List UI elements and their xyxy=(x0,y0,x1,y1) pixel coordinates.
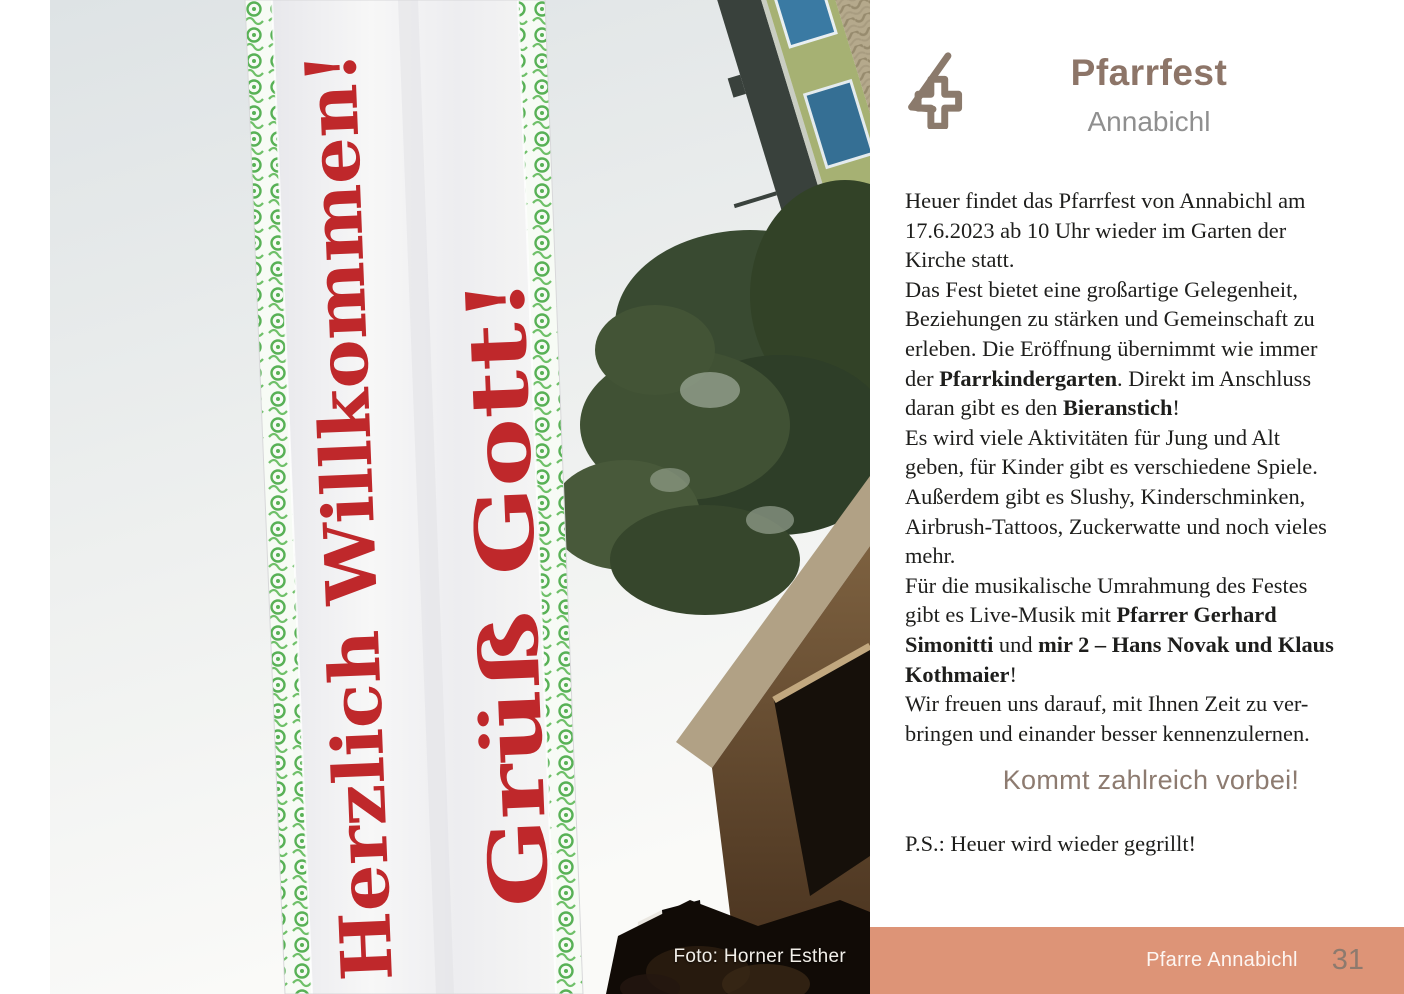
photo-credit: Foto: Horner Esther xyxy=(673,946,846,967)
article-text-line: Außerdem gibt es Slushy, Kinderschminken, xyxy=(905,483,1306,509)
article-text-line: der Pfarrkindergarten. Direkt im Anschluss xyxy=(905,365,1312,391)
article-body xyxy=(905,186,1397,857)
footer-bar xyxy=(870,927,1404,994)
article-text-line: Wir freuen uns darauf, mit Ihnen Zeit zu ver- xyxy=(905,691,1309,717)
page-number: 31 xyxy=(1331,944,1364,976)
article-subtitle: Annabichl xyxy=(1087,106,1211,137)
callout-text: Kommt zahlreich vorbei! xyxy=(1002,765,1300,796)
article-text-line: Heuer findet das Pfarrfest von Annabichl am xyxy=(905,188,1306,213)
article-text-line: gibt es Live-Musik mit Pfarrer Gerhard xyxy=(905,602,1277,628)
article-text-line: Für die musikalische Umrahmung des Festes xyxy=(905,572,1308,598)
article-text-line: mehr. xyxy=(905,543,956,569)
article-text-line: bringen und einander besser kennenzulernen. xyxy=(905,720,1310,746)
welcome-banner xyxy=(245,0,583,994)
article-paragraphs xyxy=(905,186,1397,748)
article-title: Pfarrfest xyxy=(1070,52,1228,93)
article-text-line: Airbrush-Tattoos, Zuckerwatte und noch vieles xyxy=(905,513,1327,539)
article-text-line: Kirche statt. xyxy=(905,247,1015,273)
article-text-line: 17.6.2023 ab 10 Uhr wieder im Garten der xyxy=(905,217,1287,243)
banner-photo xyxy=(50,0,870,994)
article-text-line: geben, für Kinder gibt es verschiedene Spiele. xyxy=(905,454,1318,480)
article-text-line: erleben. Die Eröffnung übernimmt wie immer xyxy=(905,335,1318,361)
banner-text-line1: Herzlich Willkommen! xyxy=(290,95,409,983)
footer-parish-label: Pfarre Annabichl xyxy=(1146,949,1298,971)
ps-note: P.S.: Heuer wird wieder gegrillt! xyxy=(905,831,1197,857)
article-text-line: Kothmaier! xyxy=(905,661,1017,687)
article-text-line: daran gibt es den Bieranstich! xyxy=(905,395,1180,421)
article-text-line: Das Fest bietet eine großartige Gelegenheit, xyxy=(905,276,1298,302)
photo-illustration xyxy=(50,0,870,994)
article-text-line: Es wird viele Aktivitäten für Jung und Alt xyxy=(905,424,1280,450)
article-text-line: Beziehungen zu stärken und Gemeinschaft zu xyxy=(905,306,1315,332)
banner-text-line2: Grüß Gott! xyxy=(453,417,567,910)
article-text-line: Simonitti und mir 2 – Hans Novak und Klaus xyxy=(905,631,1334,657)
